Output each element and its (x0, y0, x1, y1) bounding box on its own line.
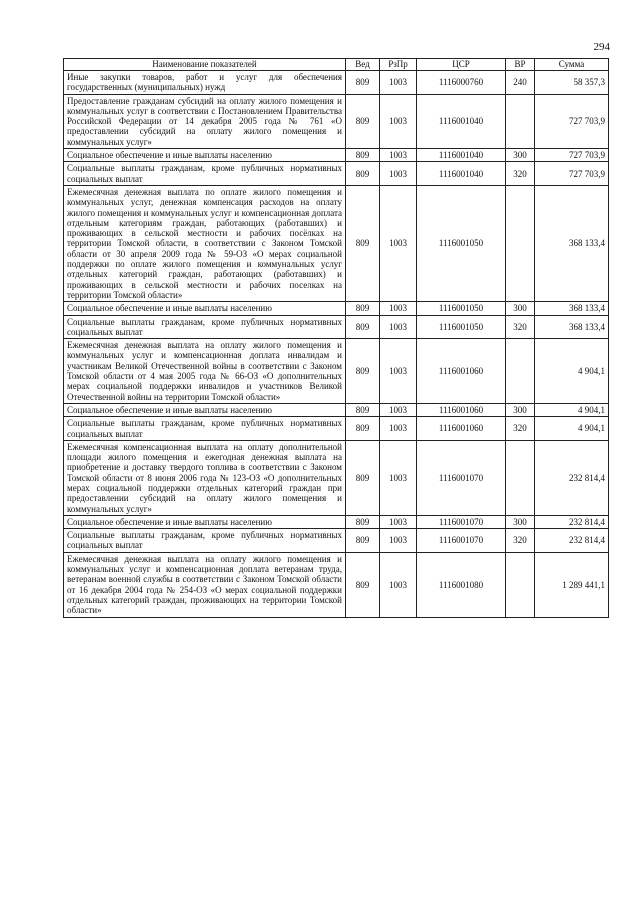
row-rzpr: 1003 (380, 185, 417, 301)
row-ved: 809 (346, 71, 380, 95)
row-name: Ежемесячная компенсационная выплата на оплату дополнительной площади жилого помещения и ежегодная денежная выплата на приобретение и доставку твердого топлива в соответствии с Законом Томской области от 8 июня 2006 года № 123-ОЗ «О дополнительных мерах социальной поддержки отдельных категорий граждан при предоставлении субсидий на оплату жилого помещения и коммунальных услуг» (64, 440, 346, 515)
row-rzpr: 1003 (380, 403, 417, 416)
table-row (64, 185, 609, 301)
row-rzpr: 1003 (380, 162, 417, 186)
row-ved: 809 (346, 515, 380, 528)
row-sum: 232 814,4 (535, 529, 609, 553)
row-name: Социальное обеспечение и иные выплаты населению (64, 302, 346, 315)
row-rzpr: 1003 (380, 529, 417, 553)
table-row (64, 515, 609, 528)
row-csr: 1116001050 (417, 315, 506, 339)
row-sum: 368 133,4 (535, 315, 609, 339)
table-row (64, 339, 609, 404)
row-name: Иные закупки товаров, работ и услуг для обеспечения государственных (муниципальных) нужд (64, 71, 346, 95)
table-row (64, 162, 609, 186)
header-name: Наименование показателей (64, 59, 346, 71)
row-vr: 320 (506, 417, 535, 441)
row-vr: 320 (506, 315, 535, 339)
row-vr: 300 (506, 302, 535, 315)
row-csr: 1116001060 (417, 417, 506, 441)
row-sum: 727 703,9 (535, 162, 609, 186)
table-row (64, 94, 609, 148)
row-vr: 320 (506, 529, 535, 553)
row-ved: 809 (346, 403, 380, 416)
row-sum: 727 703,9 (535, 94, 609, 148)
row-vr: 240 (506, 71, 535, 95)
table-row (64, 552, 609, 617)
row-ved: 809 (346, 94, 380, 148)
row-csr: 1116001040 (417, 162, 506, 186)
row-rzpr: 1003 (380, 515, 417, 528)
row-sum: 727 703,9 (535, 149, 609, 162)
row-rzpr: 1003 (380, 440, 417, 515)
row-vr (506, 185, 535, 301)
row-vr (506, 94, 535, 148)
row-rzpr: 1003 (380, 302, 417, 315)
row-vr (506, 440, 535, 515)
row-rzpr: 1003 (380, 339, 417, 404)
table-row (64, 403, 609, 416)
row-sum: 232 814,4 (535, 515, 609, 528)
row-vr: 300 (506, 515, 535, 528)
budget-table (63, 58, 609, 618)
page-number: 294 (593, 41, 610, 53)
row-sum: 1 289 441,1 (535, 552, 609, 617)
row-vr (506, 339, 535, 404)
row-ved: 809 (346, 339, 380, 404)
row-vr: 300 (506, 403, 535, 416)
row-name: Предоставление гражданам субсидий на оплату жилого помещения и коммунальных услуг в соответствии с Постановлением Правительства Российской Федерации от 14 декабря 2005 года № 761 «О предоставлении субсидий на оплату жилого помещения и коммунальных услуг» (64, 94, 346, 148)
row-sum: 4 904,1 (535, 339, 609, 404)
row-ved: 809 (346, 417, 380, 441)
row-ved: 809 (346, 302, 380, 315)
table-row (64, 529, 609, 553)
row-rzpr: 1003 (380, 94, 417, 148)
row-ved: 809 (346, 149, 380, 162)
row-name: Социальное обеспечение и иные выплаты населению (64, 515, 346, 528)
row-name: Социальное обеспечение и иные выплаты населению (64, 149, 346, 162)
row-ved: 809 (346, 440, 380, 515)
row-rzpr: 1003 (380, 417, 417, 441)
header-vr: ВР (506, 59, 535, 71)
table-header-row (64, 59, 609, 71)
row-name: Социальные выплаты гражданам, кроме публичных нормативных социальных выплат (64, 315, 346, 339)
header-rzpr: РзПр (380, 59, 417, 71)
row-sum: 368 133,4 (535, 302, 609, 315)
row-name: Социальные выплаты гражданам, кроме публичных нормативных социальных выплат (64, 417, 346, 441)
header-sum: Сумма (535, 59, 609, 71)
row-rzpr: 1003 (380, 71, 417, 95)
row-ved: 809 (346, 529, 380, 553)
header-ved: Вед (346, 59, 380, 71)
table-row (64, 417, 609, 441)
row-rzpr: 1003 (380, 315, 417, 339)
row-sum: 58 357,3 (535, 71, 609, 95)
row-ved: 809 (346, 552, 380, 617)
row-csr: 1116001080 (417, 552, 506, 617)
row-vr (506, 552, 535, 617)
row-sum: 232 814,4 (535, 440, 609, 515)
row-vr: 300 (506, 149, 535, 162)
row-sum: 4 904,1 (535, 403, 609, 416)
table-row (64, 440, 609, 515)
row-csr: 1116001070 (417, 529, 506, 553)
table-row (64, 315, 609, 339)
row-name: Ежемесячная денежная выплата на оплату жилого помещения и коммунальных услуг и компенсационная доплата ветеранам труда, ветеранам военной службы в соответствии с Законом Томской области от 16 декабря 2004 года № 254-ОЗ «О мерах социальной поддержки отдельных категорий граждан, проживающих на территории Томской области» (64, 552, 346, 617)
table-row (64, 302, 609, 315)
row-sum: 4 904,1 (535, 417, 609, 441)
row-csr: 1116001050 (417, 302, 506, 315)
row-sum: 368 133,4 (535, 185, 609, 301)
row-name: Ежемесячная денежная выплата по оплате жилого помещения и коммунальных услуг, денежная компенсация расходов на оплату жилого помещения и коммунальных услуг и компенсационная доплата отдельным категориям граждан, работающих (работавших) и проживающих в сельской местности и рабочих посёлках на территории Томской области, в соответствии с Законом Томской области от 30 апреля 2009 года № 59-ОЗ «О мерах социальной поддержки по оплате жилого помещения и коммунальных услуг отдельных категорий граждан, работающих (работавших) и проживающих в сельской местности и рабочих поселках на территории Томской области» (64, 185, 346, 301)
row-csr: 1116001060 (417, 403, 506, 416)
row-csr: 1116001060 (417, 339, 506, 404)
row-csr: 1116000760 (417, 71, 506, 95)
row-csr: 1116001070 (417, 440, 506, 515)
row-name: Социальные выплаты гражданам, кроме публичных нормативных социальных выплат (64, 162, 346, 186)
row-ved: 809 (346, 162, 380, 186)
row-ved: 809 (346, 185, 380, 301)
row-csr: 1116001040 (417, 149, 506, 162)
row-rzpr: 1003 (380, 552, 417, 617)
table-row (64, 71, 609, 95)
row-ved: 809 (346, 315, 380, 339)
row-rzpr: 1003 (380, 149, 417, 162)
row-name: Ежемесячная денежная выплата на оплату жилого помещения и коммунальных услуг и компенсационная доплата инвалидам и участникам Великой Отечественной войны в соответствии с Законом Томской области от 4 мая 2005 года № 66-ОЗ «О дополнительных мерах социальной поддержки инвалидов и участников Великой Отечественной войны на территории Томской области» (64, 339, 346, 404)
row-csr: 1116001070 (417, 515, 506, 528)
table-row (64, 149, 609, 162)
row-vr: 320 (506, 162, 535, 186)
row-name: Социальные выплаты гражданам, кроме публичных нормативных социальных выплат (64, 529, 346, 553)
header-csr: ЦСР (417, 59, 506, 71)
row-csr: 1116001050 (417, 185, 506, 301)
row-name: Социальное обеспечение и иные выплаты населению (64, 403, 346, 416)
row-csr: 1116001040 (417, 94, 506, 148)
